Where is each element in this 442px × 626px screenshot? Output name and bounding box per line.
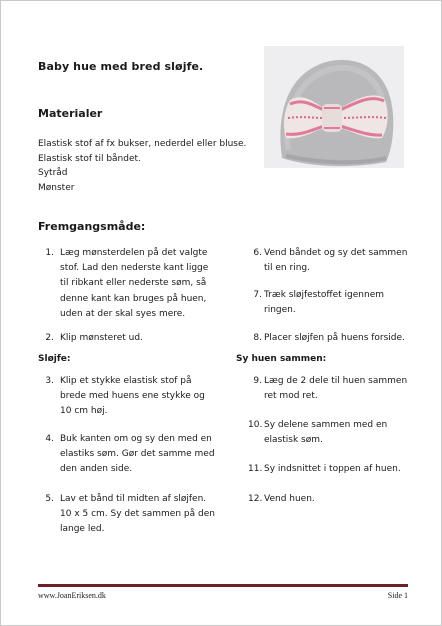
material-line: Sytråd — [38, 168, 68, 178]
step-number: 6. — [253, 248, 262, 258]
step-number: 3. — [45, 376, 54, 386]
step-line: Klip mønsteret ud. — [60, 333, 143, 343]
step-number: 10. — [248, 420, 263, 430]
bow-heading: Sløjfe: — [38, 354, 71, 364]
step-number: 8. — [253, 333, 262, 343]
step-number: 2. — [45, 333, 54, 343]
step-line: Sy indsnittet i toppen af huen. — [264, 464, 401, 474]
step-6 — [248, 246, 412, 278]
step-line: ret mod ret. — [264, 391, 318, 402]
step-line: Læg de 2 dele til huen sammen — [264, 376, 408, 386]
step-number: 4. — [45, 434, 54, 444]
step-11 — [248, 462, 412, 478]
step-number: 9. — [253, 376, 262, 386]
step-line: elastisk søm. — [264, 435, 323, 446]
step-line: til en ring. — [264, 263, 310, 274]
step-4 — [38, 432, 234, 480]
step-line: 10 cm høj. — [60, 406, 108, 417]
step-12 — [248, 492, 412, 508]
materials-heading: Materialer — [38, 107, 103, 120]
step-number: 7. — [253, 290, 262, 300]
step-8 — [248, 331, 412, 347]
step-9 — [248, 374, 412, 406]
page-title: Baby hue med bred sløjfe. — [38, 60, 204, 73]
footer-rule — [38, 584, 408, 587]
step-line: Læg mønsterdelen på det valgte — [60, 248, 208, 258]
step-line: ringen. — [264, 305, 296, 316]
step-line: Vend båndet og sy det sammen — [264, 248, 408, 258]
material-line: Mønster — [38, 183, 75, 193]
step-number: 1. — [45, 248, 54, 258]
step-line: Sy delene sammen med en — [264, 420, 388, 430]
step-line: Træk sløjfestoffet igennem — [264, 290, 385, 300]
method-heading: Fremgangsmåde: — [38, 220, 146, 233]
step-line: uden at der skal syes mere. — [60, 308, 186, 319]
footer-page-number: Side 1 — [387, 591, 408, 600]
step-3 — [38, 374, 234, 422]
step-line: 10 x 5 cm. Sy det sammen på den — [60, 509, 215, 520]
step-number: 12. — [248, 494, 263, 504]
step-number: 5. — [45, 494, 54, 504]
baby-hat-photo — [264, 46, 404, 168]
material-line: Elastisk stof til båndet. — [38, 154, 141, 164]
step-line: den anden side. — [60, 464, 133, 475]
step-line: brede med huens ene stykke og — [60, 391, 205, 402]
step-line: Vend huen. — [264, 494, 315, 504]
step-7 — [248, 288, 412, 320]
footer-website-link[interactable]: www.JoanEriksen.dk — [38, 591, 106, 600]
step-10 — [248, 418, 412, 450]
step-1 — [38, 246, 234, 326]
step-line: Placer sløjfen på huens forside. — [264, 333, 405, 343]
step-line: stof. Lad den nederste kant ligge — [60, 263, 209, 274]
material-line: Elastisk stof af fx bukser, nederdel eller bluse. — [38, 139, 247, 149]
step-line: Lav et bånd til midten af sløjfen. — [60, 494, 207, 504]
step-line: Klip et stykke elastisk stof på — [60, 376, 192, 386]
step-2 — [38, 331, 234, 347]
step-line: elastiks søm. Gør det samme med — [60, 449, 215, 460]
step-line: til ribkant eller nederste søm, så — [60, 278, 207, 289]
step-line: lange led. — [60, 524, 105, 535]
step-5 — [38, 492, 234, 540]
step-number: 11. — [248, 464, 263, 474]
step-line: Buk kanten om og sy den med en — [60, 434, 212, 444]
sew-heading: Sy huen sammen: — [236, 354, 327, 364]
step-line: denne kant kan bruges på huen, — [60, 293, 207, 304]
